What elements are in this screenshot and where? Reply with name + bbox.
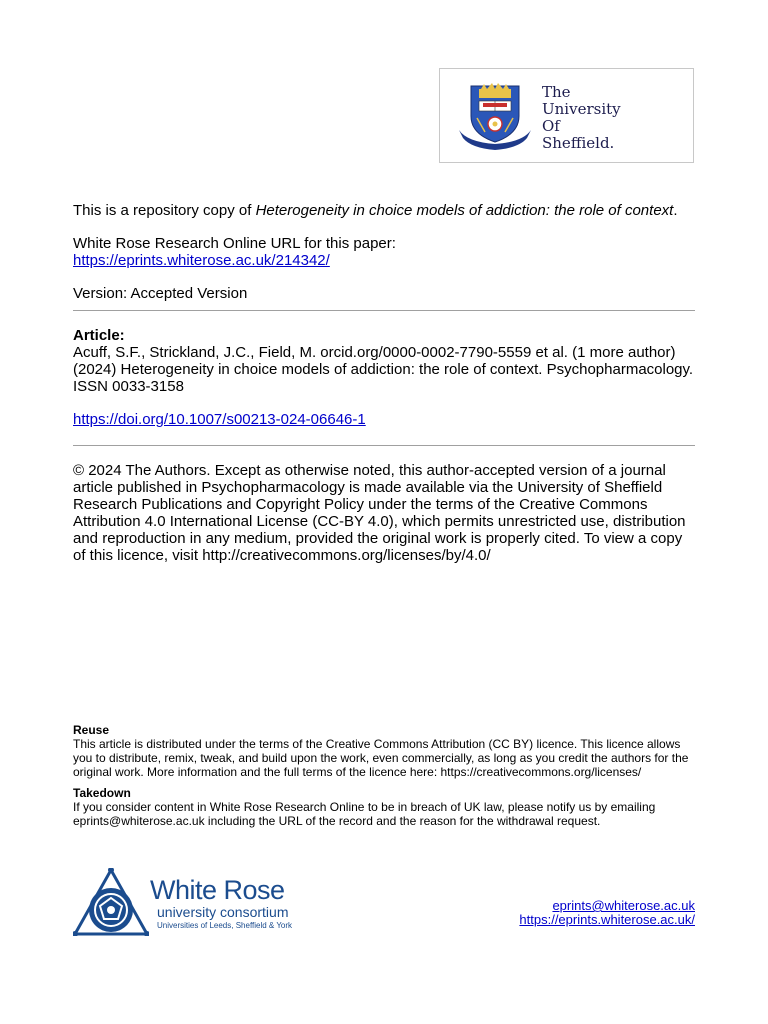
copyright-notice: © 2024 The Authors. Except as otherwise noted, this author-accepted version of a journal article published in Psychopharmacology is made available via the University of Sheffield Research Publications and Copyright Policy under the terms of the Creative Commons Attribution 4.0 International License (CC-BY 4.0), which permits unrestricted use, distribution and reproduction in any medium, provided the original work is properly cited. To view a copy of this licence, visit http://creativecommons.org/licenses/by/4.0/ (73, 462, 686, 564)
footer-notices (73, 723, 695, 828)
reuse-heading: Reuse (73, 723, 110, 737)
white-rose-members: Universities of Leeds, Sheffield & York (157, 921, 293, 930)
divider (73, 445, 695, 446)
university-name-line-2: University (542, 100, 621, 118)
takedown-heading: Takedown (73, 786, 131, 800)
paper-url-link[interactable]: https://eprints.whiterose.ac.uk/214342/ (73, 252, 330, 269)
contact-email-link[interactable]: eprints@whiterose.ac.uk (552, 898, 695, 913)
divider (73, 310, 695, 311)
cover-page-body (73, 202, 695, 564)
article-citation: Acuff, S.F., Strickland, J.C., Field, M. orcid.org/0000-0002-7790-5559 et al. (1 more author) (2024) Heterogeneity in choice models of addiction: the role of context. Psychopharmacology. ISSN 0033-3158 (73, 344, 694, 395)
university-name-line-1: The (542, 83, 571, 101)
doi-link[interactable]: https://doi.org/10.1007/s00213-024-06646-1 (73, 411, 366, 428)
university-name-line-4: Sheffield. (542, 134, 615, 152)
white-rose-emblem-icon (73, 868, 149, 936)
white-rose-logo (73, 866, 295, 938)
repository-copy-suffix: . (673, 202, 678, 219)
article-heading: Article: (73, 327, 125, 344)
paper-title: Heterogeneity in choice models of addiction: the role of context (255, 202, 674, 219)
white-rose-title: White Rose (150, 875, 285, 905)
takedown-text: If you consider content in White Rose Research Online to be in breach of UK law, please notify us by emailing eprints@whiterose.ac.uk including the URL of the record and the reason for the withdrawal request. (73, 800, 656, 828)
eprints-site-link[interactable]: https://eprints.whiterose.ac.uk/ (519, 912, 695, 927)
url-label: White Rose Research Online URL for this paper: (73, 235, 396, 252)
university-name (542, 84, 621, 152)
university-of-sheffield-logo (439, 68, 694, 163)
white-rose-subtitle: university consortium (157, 904, 289, 920)
reuse-text: This article is distributed under the terms of the Creative Commons Attribution (CC BY) licence. This licence allows you to distribute, remix, tweak, and build upon the work, even commercially, as long as you credit the authors for the original work. More information and the full terms of the licence here: https://creativecommons.org/licenses/ (73, 737, 689, 779)
university-name-line-3: Of (542, 117, 560, 135)
sheffield-crest-icon (457, 80, 533, 152)
contact-links (519, 899, 695, 927)
repository-copy-prefix: This is a repository copy of (73, 202, 256, 219)
version-text: Version: Accepted Version (73, 285, 248, 302)
repository-copy-line (73, 202, 695, 219)
